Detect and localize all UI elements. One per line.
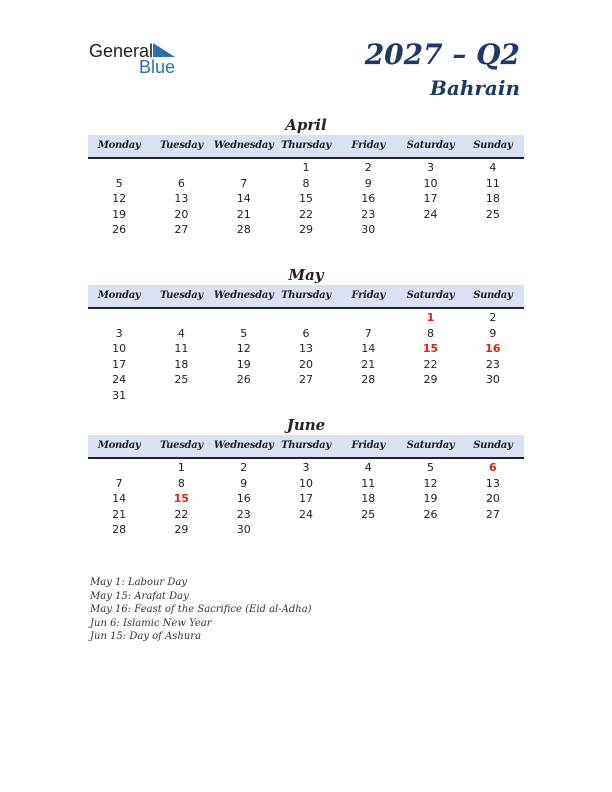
- day-cell: 29: [174, 523, 189, 536]
- day-cell: 30: [236, 523, 251, 536]
- day-cell: 9: [240, 476, 248, 490]
- page-title: 2027 – Q2: [364, 38, 520, 71]
- month-june: [88, 415, 524, 538]
- weekday-label: Tuesday: [159, 290, 203, 301]
- day-cell: 26: [236, 373, 251, 386]
- day-cell: [88, 160, 150, 176]
- day-cell: 27: [485, 507, 500, 521]
- day-cell: 6: [302, 326, 310, 340]
- day-cell: [399, 522, 461, 538]
- day-cell: 24: [112, 373, 127, 386]
- week-row: [88, 460, 524, 476]
- day-cell: 5: [115, 176, 123, 190]
- day-cell: 25: [485, 207, 500, 221]
- weekday-label: Sunday: [473, 140, 513, 151]
- day-cell: [150, 310, 212, 326]
- date-grid: [88, 310, 524, 403]
- day-cell: 27: [174, 223, 189, 236]
- weekday-label: Monday: [97, 290, 141, 301]
- day-cell: 4: [177, 326, 185, 340]
- weekday-label: Friday: [351, 440, 385, 451]
- day-cell: 8: [177, 476, 185, 490]
- day-cell: 20: [174, 207, 189, 221]
- day-cell: 7: [240, 176, 248, 190]
- weekday-label: Wednesday: [213, 140, 274, 151]
- day-cell: 3: [115, 326, 123, 340]
- day-cell: 26: [423, 507, 438, 521]
- day-cell: 29: [423, 373, 438, 386]
- day-cell: [337, 388, 399, 404]
- day-cell: [213, 310, 275, 326]
- week-row: [88, 310, 524, 326]
- day-cell: 14: [112, 492, 127, 505]
- day-cell: 24: [298, 507, 313, 521]
- weekday-label: Friday: [351, 140, 385, 151]
- day-cell: 18: [361, 492, 376, 505]
- day-cell: 27: [298, 373, 313, 386]
- day-cell: 28: [236, 223, 251, 236]
- week-row: [88, 207, 524, 223]
- day-cell: 26: [112, 223, 127, 236]
- day-cell: 31: [112, 388, 127, 402]
- day-cell: 22: [423, 357, 438, 371]
- day-cell: 7: [364, 326, 372, 340]
- week-row: [88, 372, 524, 388]
- logo-word-general: General: [89, 41, 154, 61]
- day-cell: 1: [302, 161, 310, 174]
- day-cell: [399, 388, 461, 404]
- day-cell: 10: [298, 476, 313, 490]
- day-cell: 20: [298, 357, 313, 371]
- day-cell: 25: [361, 507, 376, 521]
- day-cell: 25: [174, 373, 189, 386]
- day-cell: 10: [423, 176, 438, 190]
- day-cell: [150, 388, 212, 404]
- weekday-label: Tuesday: [159, 440, 203, 451]
- day-cell: [150, 160, 212, 176]
- day-cell: 2: [364, 161, 372, 174]
- day-cell: 21: [112, 507, 127, 521]
- day-cell: 17: [298, 492, 313, 505]
- day-cell: [88, 310, 150, 326]
- day-cell: 17: [423, 192, 438, 205]
- week-row: [88, 160, 524, 176]
- day-cell: 9: [364, 176, 372, 190]
- day-cell: 17: [112, 357, 127, 371]
- day-cell: 13: [174, 192, 189, 205]
- weekday-label: Saturday: [406, 290, 455, 301]
- day-cell: 5: [427, 461, 435, 474]
- weekday-label: Monday: [97, 140, 141, 151]
- day-cell: 19: [423, 492, 438, 505]
- day-cell: 9: [489, 326, 497, 340]
- day-cell: 13: [298, 342, 313, 355]
- day-cell: [399, 222, 461, 238]
- logo-word-blue: Blue: [139, 57, 176, 77]
- day-cell: 28: [112, 523, 127, 536]
- day-cell: 12: [236, 342, 251, 355]
- day-cell: [213, 388, 275, 404]
- day-cell: 3: [302, 461, 310, 474]
- month-title: May: [288, 266, 324, 284]
- day-cell: 23: [361, 207, 376, 221]
- holiday-list: [90, 576, 312, 644]
- day-cell: 1: [177, 461, 185, 474]
- day-cell: 13: [485, 476, 500, 490]
- weekday-label: Sunday: [473, 440, 513, 451]
- weekday-label: Thursday: [281, 140, 331, 151]
- weekday-label: Sunday: [473, 290, 513, 301]
- weekday-label: Thursday: [281, 440, 331, 451]
- month-may: [88, 265, 524, 403]
- day-cell: 15: [173, 492, 190, 505]
- day-cell: 8: [302, 176, 310, 190]
- week-row: [88, 507, 524, 523]
- day-cell: 14: [236, 192, 251, 205]
- weekday-label: Saturday: [406, 140, 455, 151]
- day-cell: [275, 310, 337, 326]
- holiday-item: May 16: Feast of the Sacrifice (Eid al-Adha): [90, 604, 312, 615]
- day-cell: 3: [427, 161, 435, 174]
- day-cell: [337, 522, 399, 538]
- week-row: [88, 191, 524, 207]
- day-cell: 18: [485, 192, 500, 205]
- day-cell: 11: [174, 342, 189, 355]
- day-cell: [275, 522, 337, 538]
- date-grid: [88, 460, 524, 538]
- day-cell: [462, 222, 524, 238]
- weekday-header: [88, 435, 524, 459]
- week-row: [88, 476, 524, 492]
- weekday-label: Monday: [97, 440, 141, 451]
- weekday-label: Wednesday: [213, 290, 274, 301]
- day-cell: 30: [485, 373, 500, 386]
- day-cell: 15: [422, 342, 439, 355]
- day-cell: 22: [298, 207, 313, 221]
- date-grid: [88, 160, 524, 238]
- day-cell: 29: [298, 223, 313, 236]
- day-cell: 19: [112, 207, 127, 221]
- weekday-label: Saturday: [406, 440, 455, 451]
- day-cell: 11: [361, 476, 376, 490]
- day-cell: 10: [112, 342, 127, 355]
- day-cell: 2: [240, 461, 248, 474]
- weekday-label: Friday: [351, 290, 385, 301]
- day-cell: 6: [177, 176, 185, 190]
- day-cell: 11: [485, 176, 500, 190]
- week-row: [88, 357, 524, 373]
- day-cell: 14: [361, 342, 376, 355]
- week-row: [88, 491, 524, 507]
- day-cell: 28: [361, 373, 376, 386]
- month-title: June: [286, 416, 326, 434]
- day-cell: 22: [174, 507, 189, 521]
- weekday-header: [88, 135, 524, 159]
- day-cell: 2: [489, 311, 497, 324]
- day-cell: 23: [236, 507, 251, 521]
- day-cell: 12: [112, 192, 127, 205]
- day-cell: [88, 460, 150, 476]
- day-cell: 7: [115, 476, 123, 490]
- weekday-label: Thursday: [281, 290, 331, 301]
- day-cell: 16: [361, 192, 376, 205]
- week-row: [88, 388, 524, 404]
- weekday-header: [88, 285, 524, 309]
- month-april: [88, 115, 524, 238]
- week-row: [88, 222, 524, 238]
- day-cell: [337, 310, 399, 326]
- day-cell: 6: [489, 461, 497, 474]
- day-cell: 21: [236, 207, 251, 221]
- week-row: [88, 522, 524, 538]
- day-cell: 18: [174, 357, 189, 371]
- day-cell: 4: [364, 461, 372, 474]
- day-cell: 30: [361, 223, 376, 236]
- day-cell: 8: [427, 326, 435, 340]
- day-cell: 21: [361, 357, 376, 371]
- day-cell: [462, 522, 524, 538]
- country-subtitle: Bahrain: [429, 76, 520, 100]
- holiday-item: May 1: Labour Day: [90, 577, 187, 588]
- day-cell: 23: [485, 357, 500, 371]
- day-cell: 4: [489, 161, 497, 174]
- day-cell: 15: [298, 192, 313, 205]
- day-cell: [213, 160, 275, 176]
- day-cell: 5: [240, 326, 248, 340]
- month-title: April: [285, 116, 327, 134]
- holiday-item: May 15: Arafat Day: [90, 590, 189, 602]
- day-cell: 19: [236, 357, 251, 371]
- day-cell: [275, 388, 337, 404]
- week-row: [88, 326, 524, 342]
- weekday-label: Tuesday: [159, 140, 203, 151]
- logo: [89, 41, 189, 77]
- holiday-item: Jun 15: Day of Ashura: [90, 631, 202, 642]
- logo-flag-icon: [151, 43, 177, 59]
- weekday-label: Wednesday: [213, 440, 274, 451]
- week-row: [88, 176, 524, 192]
- day-cell: [462, 388, 524, 404]
- week-row: [88, 341, 524, 357]
- day-cell: 1: [426, 311, 435, 324]
- day-cell: 16: [485, 342, 501, 355]
- day-cell: 24: [423, 207, 438, 221]
- holiday-item: Jun 6: Islamic New Year: [90, 617, 212, 629]
- day-cell: 20: [485, 492, 500, 505]
- day-cell: 16: [236, 492, 251, 505]
- day-cell: 12: [423, 476, 438, 490]
